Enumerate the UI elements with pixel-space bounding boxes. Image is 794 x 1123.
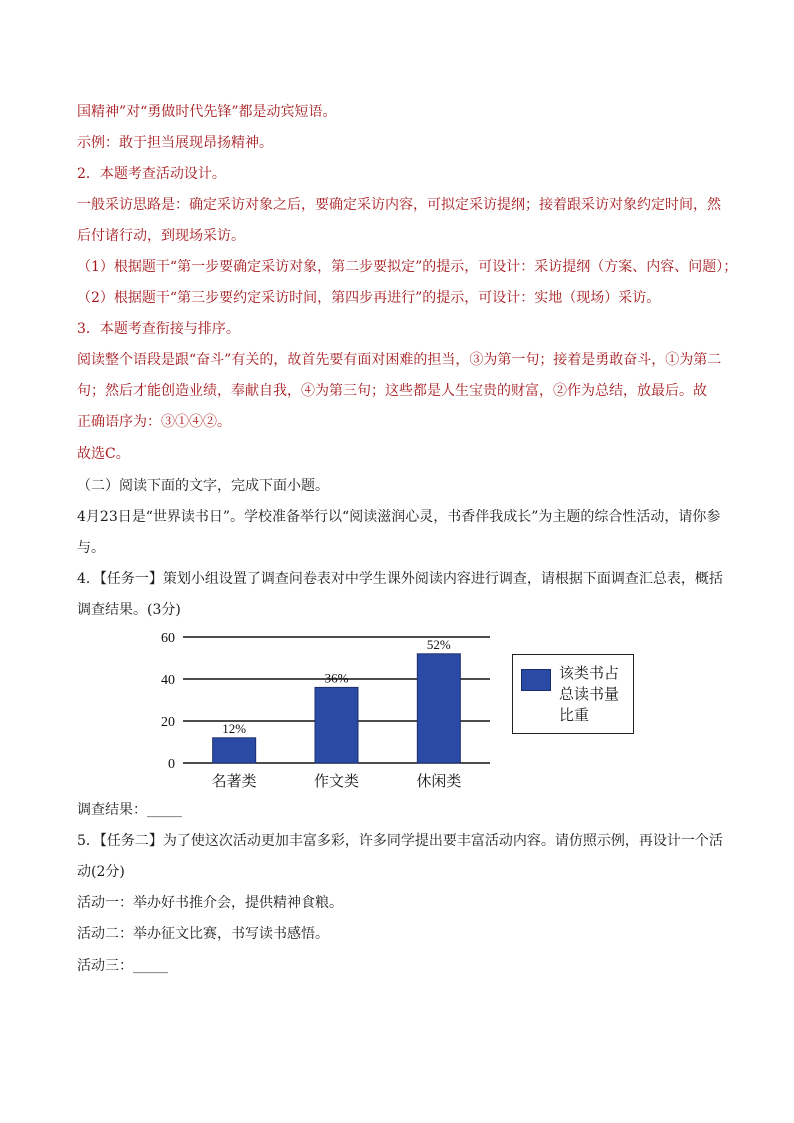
answer-line: 后付诸行动，到现场采访。: [77, 228, 245, 244]
x-tick-label: 名著类: [211, 772, 257, 790]
answer-line: 句；然后才能创造业绩，奉献自我，④为第三句；这些都是人生宝贵的财富，②作为总结，放最后。故: [77, 383, 707, 399]
data-label: 52%: [426, 636, 451, 652]
y-tick-label: 40: [161, 673, 175, 688]
y-tick-label: 20: [161, 715, 175, 730]
answer-line: 阅读整个语段是跟“奋斗”有关的，故首先要有面对困难的担当，③为第一句；接着是勇敢奋斗，①为第二: [77, 352, 722, 368]
chart-legend: [512, 654, 634, 734]
example-activity: 活动一：举办好书推介会，提供精神食粮。: [77, 895, 343, 911]
y-tick-label: 60: [161, 631, 175, 646]
question-5-line: 5．【任务二】为了使这次活动更加丰富多彩，许多同学提出要丰富活动内容。请仿照示例，再设计一个活: [77, 833, 723, 849]
answer-line: （1）根据题干“第一步要确定采访对象，第二步要拟定”的提示，可设计：采访提纲（方案、内容、问题）；: [77, 259, 738, 275]
bar: [213, 738, 256, 763]
question-4-line: 调查结果。(3分): [77, 602, 181, 618]
answer-line: 一般采访思路是：确定采访对象之后，要确定采访内容，可拟定采访提纲；接着跟采访对象约定时间，然: [77, 197, 721, 213]
question-5-line: 动(2分): [77, 864, 125, 880]
answer-line: 故选C。: [77, 446, 130, 462]
answer-line: 3．本题考查衔接与排序。: [77, 321, 240, 337]
x-tick-label: 作文类: [313, 772, 360, 790]
answer-line: 2．本题考查活动设计。: [77, 166, 226, 182]
x-tick-label: 休闲类: [416, 772, 462, 790]
legend-label: 该类书占总读书量比重: [559, 664, 620, 724]
answer-blank: 活动三：_____: [77, 958, 168, 974]
paragraph-line: 与。: [77, 540, 105, 556]
paragraph-line: 4月23日是“世界读书日”。学校准备举行以“阅读滋润心灵，书香伴我成长”为主题的综合性活动，请你参: [77, 509, 721, 525]
answer-blank: 调查结果：_____: [77, 802, 182, 818]
question-4-line: 4．【任务一】策划小组设置了调查问卷表对中学生课外阅读内容进行调查，请根据下面调查汇总表，概括: [77, 571, 723, 587]
data-label: 12%: [222, 720, 247, 736]
y-tick-label: 0: [168, 757, 175, 772]
legend-swatch: [521, 669, 551, 691]
bar: [417, 654, 460, 763]
data-label: 36%: [324, 670, 349, 686]
bar: [315, 687, 358, 763]
answer-line: 示例：敢于担当展现昂扬精神。: [77, 135, 273, 151]
section-heading: （二）阅读下面的文字，完成下面小题。: [77, 478, 329, 494]
example-activity: 活动二：举办征文比赛，书写读书感悟。: [77, 926, 329, 942]
answer-line: 国精神”对“勇做时代先锋”都是动宾短语。: [77, 104, 337, 120]
answer-line: （2）根据题干“第三步要约定采访时间，第四步再进行”的提示，可设计：实地（现场）采访。: [77, 290, 661, 306]
answer-line: 正确语序为：③①④②。: [77, 414, 231, 430]
